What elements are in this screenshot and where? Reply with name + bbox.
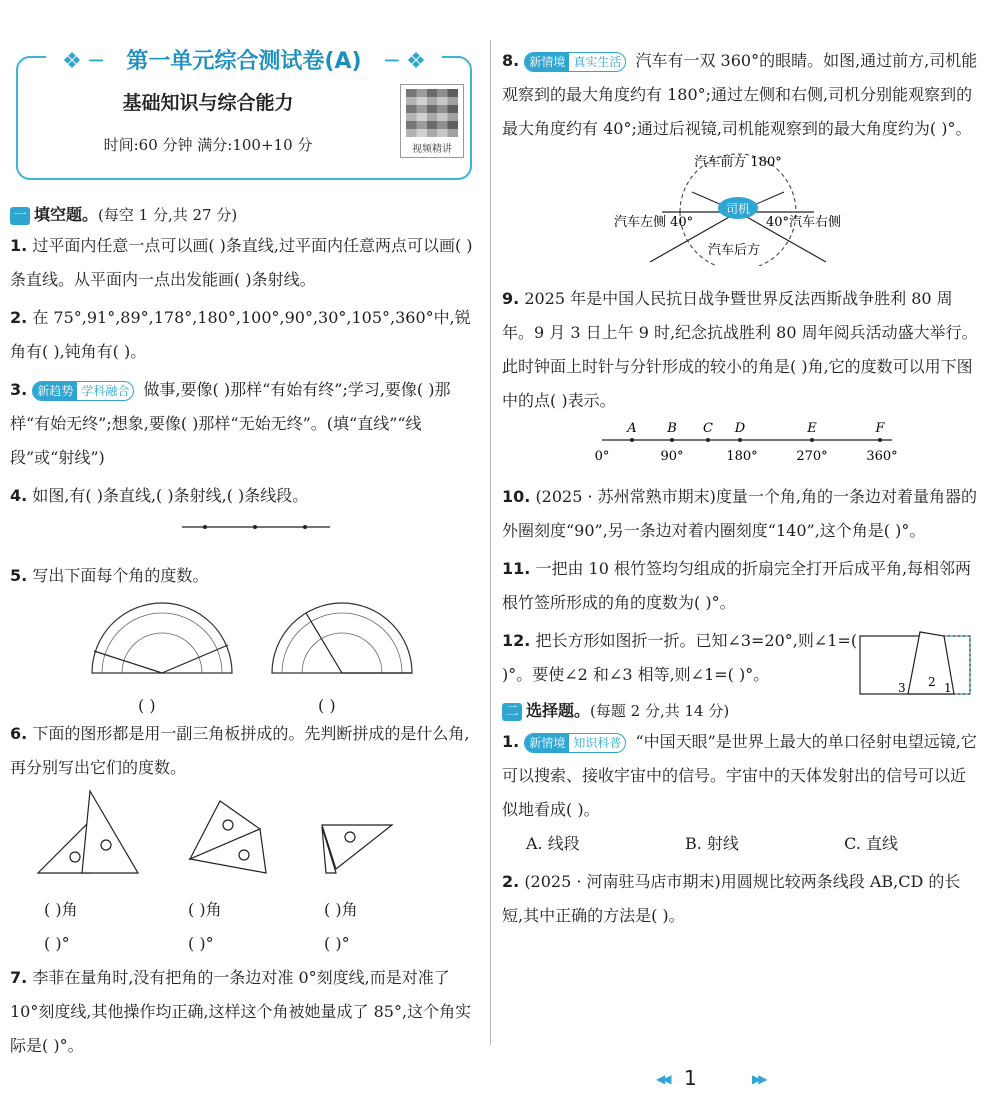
question-11 (502, 552, 978, 620)
question-number: 1. (502, 732, 520, 751)
folded-rectangle-figure (858, 628, 974, 698)
question-number: 7. (10, 968, 28, 987)
protractor-right (272, 603, 412, 673)
section-choice (502, 698, 978, 721)
right-column (502, 40, 978, 933)
question-text: 汽车有一双 360°的眼睛。如图,通过前方,司机能观察到的最大角度约有 180°;通过左侧和右侧,司机分别能观察到的最大角度约有 40°;通过后视镜,司机能观察到的最大角度约为( )°。 (502, 51, 978, 138)
section-title: 选择题。 (526, 701, 591, 720)
angle-label: 1 (944, 681, 952, 695)
triangle-figure-3 (322, 825, 392, 873)
tag-secondary: 真实生活 (573, 54, 622, 69)
point-label: C (703, 421, 713, 436)
question-7 (10, 961, 480, 1063)
q4-line-figure (10, 513, 470, 543)
question-number: 10. (502, 487, 531, 506)
question-text: “中国天眼”是世界上最大的单口径射电望远镜,它可以搜索、接收宇宙中的信号。宇宙中的天体发射出的信号可以近似地看成( )。 (502, 732, 977, 819)
section-badge: 一 (10, 207, 30, 225)
back-label: 汽车后方 (708, 243, 761, 258)
section-fill-blank (10, 202, 480, 225)
question-5 (10, 559, 480, 713)
protractor-figures (10, 593, 470, 683)
option-a[interactable]: A. 线段 (526, 834, 580, 853)
choice-question-1 (502, 725, 978, 861)
q5-blank-2[interactable]: ( ) (318, 696, 336, 715)
tag-primary: 新情境 (525, 53, 569, 71)
question-number: 5. (10, 566, 28, 585)
section-badge: 二 (502, 703, 522, 721)
driver-label: 司机 (725, 202, 751, 216)
question-text: 如图,有( )条直线,( )条射线,( )条线段。 (32, 486, 309, 505)
question-6 (10, 717, 480, 957)
angle-number-line (502, 418, 972, 464)
question-number: 8. (502, 51, 520, 70)
front-label: 汽车前方 180° (694, 155, 782, 170)
angle-label: 2 (928, 675, 936, 689)
choice-question-2 (502, 865, 978, 933)
tag-badge (32, 381, 134, 401)
qr-code[interactable] (400, 84, 464, 158)
question-text: 下面的图形都是用一副三角板拼成的。先判断拼成的是什么角,再分别写出它们的度数。 (10, 724, 470, 777)
section-title: 填空题。 (34, 205, 99, 224)
question-4 (10, 479, 480, 555)
left-column (10, 40, 480, 1063)
question-text: 写出下面每个角的度数。 (32, 566, 209, 585)
question-number: 1. (10, 236, 28, 255)
question-text: 2025 年是中国人民抗日战争暨世界反法西斯战争胜利 80 周年。9 月 3 日上午 9 时,纪念抗战胜利 80 周年阅兵活动盛大举行。此时钟面上时针与分针形成的较小的角是( )角,它的度数可以用下图中的点( )表示。 (502, 289, 978, 410)
tag-badge (524, 52, 626, 72)
tick-label: 180° (726, 449, 758, 464)
question-number: 11. (502, 559, 531, 578)
prev-page-icon[interactable]: ◀◀ (656, 1072, 669, 1086)
point-marker (630, 438, 634, 442)
point-marker (810, 438, 814, 442)
section-note: (每题 2 分,共 14 分) (590, 702, 730, 720)
q6-angle-blank-3[interactable]: ( )角 (324, 900, 358, 919)
tick-label: 0° (594, 449, 610, 464)
point (253, 525, 257, 529)
header-box (16, 49, 472, 180)
tag-primary: 新趋势 (33, 382, 77, 400)
option-b[interactable]: B. 射线 (684, 834, 739, 853)
q5-blank-1[interactable]: ( ) (138, 696, 156, 715)
question-text: 把长方形如图折一折。已知∠3=20°,则∠1=( )°。要使∠2 和∠3 相等,则∠1=( )°。 (502, 631, 858, 684)
question-number: 6. (10, 724, 28, 743)
right-label: 40°汽车右侧 (766, 215, 842, 230)
q6-deg-blank-3[interactable]: ( )° (324, 934, 350, 953)
tag-secondary: 学科融合 (81, 383, 130, 398)
tick-label: 90° (660, 449, 684, 464)
qr-label: 视频精讲 (412, 144, 452, 155)
question-text: 在 75°,91°,89°,178°,180°,100°,90°,30°,105°,360°中,锐角有( ),钝角有( )。 (10, 308, 471, 361)
tick-label: 270° (796, 449, 828, 464)
question-text: 李菲在量角时,没有把角的一条边对准 0°刻度线,而是对准了 10°刻度线,其他操作均正确,这样这个角被她量成了 85°,这个角实际是( )°。 (10, 968, 472, 1055)
tag-secondary: 知识科普 (573, 735, 622, 750)
q6-deg-blank-2[interactable]: ( )° (188, 934, 214, 953)
page-title: ❖ ─ 第一单元综合测试卷(A) ─ ❖ (18, 44, 470, 75)
question-number: 3. (10, 380, 28, 399)
question-number: 4. (10, 486, 28, 505)
question-8 (502, 44, 978, 278)
qr-code-overlay (406, 89, 458, 137)
question-2 (10, 301, 480, 369)
question-number: 12. (502, 631, 531, 650)
title-text: 第一单元综合测试卷(A) (118, 49, 369, 74)
point-marker (738, 438, 742, 442)
angle-label: 3 (898, 681, 906, 695)
point-label: F (875, 421, 885, 436)
question-text: 过平面内任意一点可以画( )条直线,过平面内任意两点可以画( )条直线。从平面内一点出发能画( )条射线。 (10, 236, 473, 289)
q6-deg-blank-1[interactable]: ( )° (44, 934, 70, 953)
tag-primary: 新情境 (525, 734, 569, 752)
tick-label: 360° (866, 449, 898, 464)
point-label: E (807, 421, 817, 436)
question-text: 做事,要像( )那样“有始有终”;学习,要像( )那样“有始无终”;想象,要像( )那样“无始无终”。(填“直线”“线段”或“射线”) (10, 380, 451, 467)
subtitle: 基础知识与综合能力 (122, 92, 294, 114)
question-12 (502, 624, 978, 695)
triangle-figure-1 (38, 791, 138, 873)
point-marker (670, 438, 674, 442)
protractor-left (92, 603, 232, 673)
point (203, 525, 207, 529)
point-marker (706, 438, 710, 442)
tag-badge (524, 733, 626, 753)
question-text: 一把由 10 根竹签均匀组成的折扇完全打开后成平角,每相邻两根竹签所形成的角的度数为( )°。 (502, 559, 972, 612)
point (303, 525, 307, 529)
question-text: (2025 · 河南驻马店市期末)用圆规比较两条线段 AB,CD 的长短,其中正确的方法是( )。 (502, 872, 961, 925)
q6-angle-blank-2[interactable]: ( )角 (188, 900, 222, 919)
option-c[interactable]: C. 直线 (844, 834, 898, 853)
q6-angle-blank-1[interactable]: ( )角 (44, 900, 78, 919)
question-9 (502, 282, 978, 476)
point-marker (878, 438, 882, 442)
car-view-diagram (502, 146, 972, 266)
section-note: (每空 1 分,共 27 分) (98, 206, 238, 224)
triangle-set-figures (10, 785, 470, 885)
next-page-icon[interactable]: ▶▶ (752, 1072, 765, 1086)
question-number: 2. (502, 872, 520, 891)
question-number: 9. (502, 289, 520, 308)
left-label: 汽车左侧 40° (614, 215, 694, 230)
question-3 (10, 373, 480, 475)
question-10 (502, 480, 978, 548)
triangle-figure-2 (190, 801, 266, 873)
point-label: D (734, 421, 746, 436)
question-text: (2025 · 苏州常熟市期末)度量一个角,角的一条边对着量角器的外圈刻度“90”,另一条边对着内圈刻度“140”,这个角是( )°。 (502, 487, 977, 540)
question-number: 2. (10, 308, 28, 327)
point-label: B (667, 421, 677, 436)
question-1 (10, 229, 480, 297)
column-divider (490, 40, 491, 1045)
point-label: A (627, 421, 637, 436)
page-number: 1 (684, 1066, 697, 1090)
time-info: 时间:60 分钟 满分:100+10 分 (103, 136, 313, 154)
